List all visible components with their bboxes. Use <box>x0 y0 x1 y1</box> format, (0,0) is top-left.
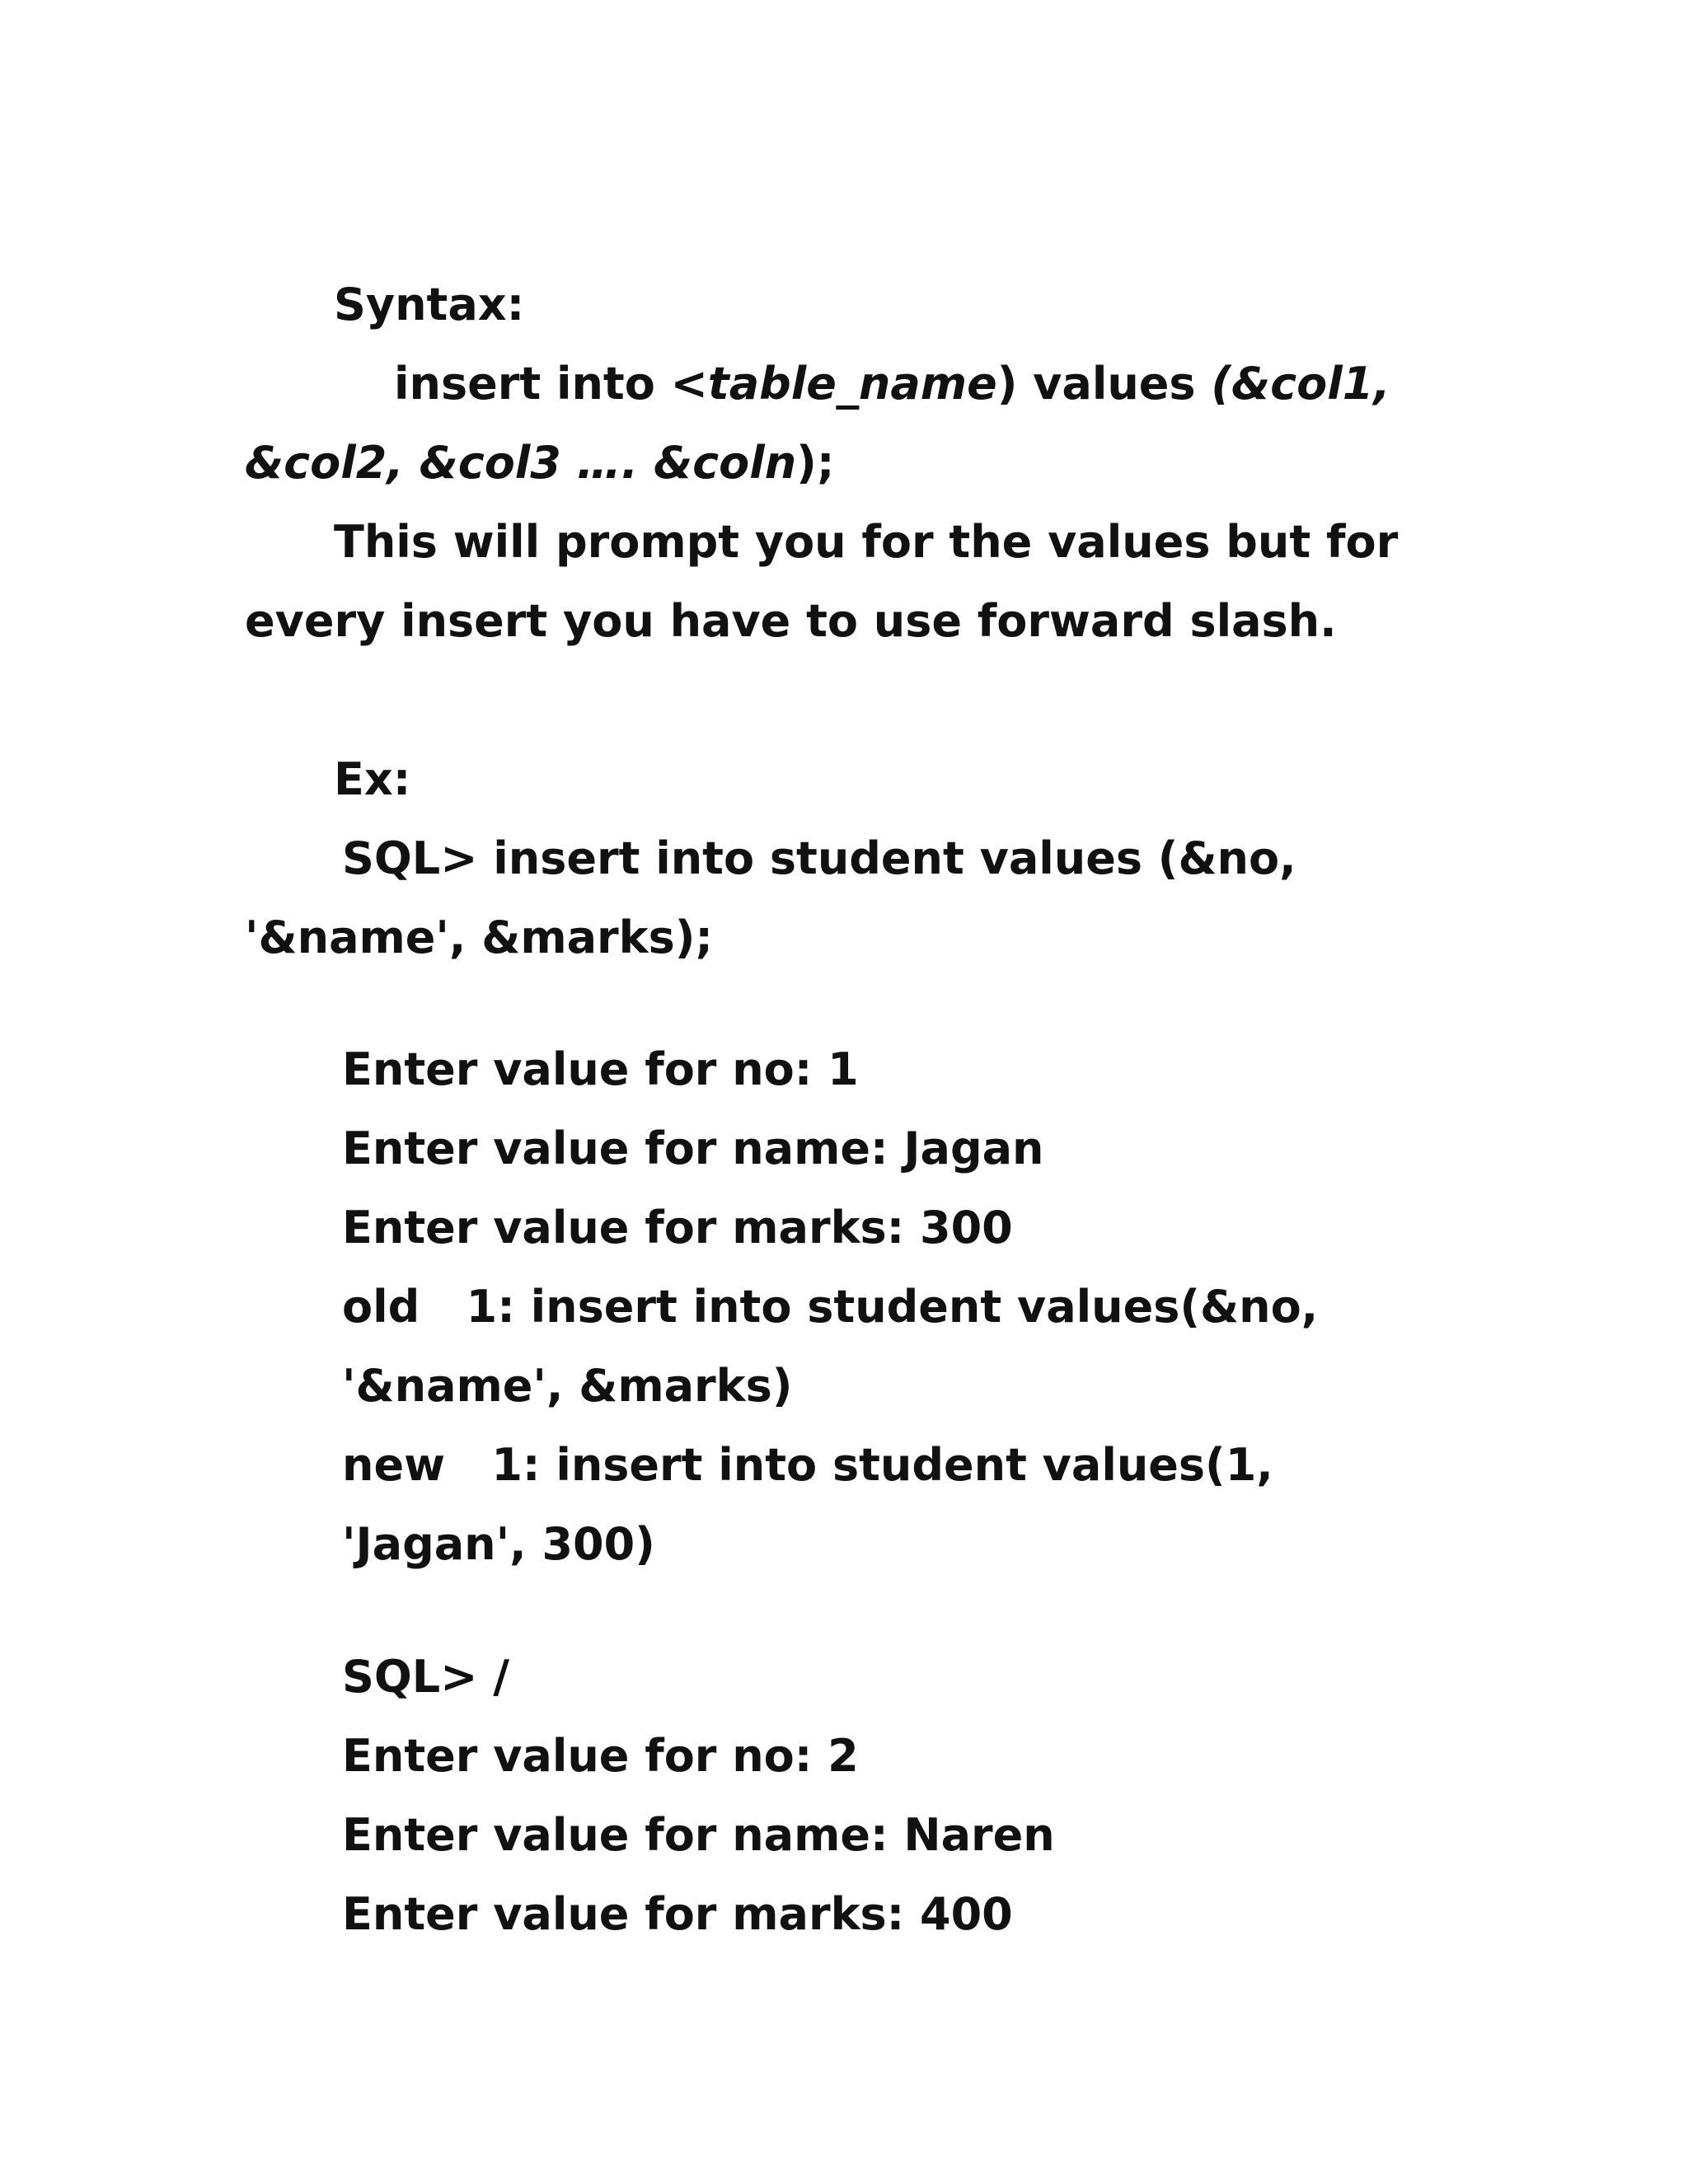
syntax-description-1: This will prompt you for the values but for <box>334 516 1399 568</box>
syntax-cols: &col2, &col3 …. &coln <box>245 437 797 489</box>
syntax-description-2: every insert you have to use forward slash. <box>245 595 1337 647</box>
example-heading: Ex: <box>334 753 411 805</box>
new-line-1: new 1: insert into student values(1, <box>342 1439 1273 1491</box>
syntax-line-2-end: ); <box>796 437 835 489</box>
syntax-table-name: table_name <box>707 358 997 410</box>
example-sql-line-2: '&name', &marks); <box>245 912 714 963</box>
prompt-name-1: Enter value for name: Jagan <box>342 1122 1044 1174</box>
prompt-no-1: Enter value for no: 1 <box>342 1043 859 1095</box>
example-sql-line-1: SQL> insert into student values (&no, <box>342 832 1296 884</box>
prompt-marks-1: Enter value for marks: 300 <box>342 1202 1013 1254</box>
old-line-1: old 1: insert into student values(&no, <box>342 1281 1319 1333</box>
syntax-heading: Syntax: <box>334 279 525 330</box>
prompt-name-2: Enter value for name: Naren <box>342 1809 1055 1861</box>
prompt-no-2: Enter value for no: 2 <box>342 1730 859 1782</box>
prompt-marks-2: Enter value for marks: 400 <box>342 1888 1013 1940</box>
syntax-line-2 <box>245 434 834 492</box>
syntax-line-1-part-a: insert into < <box>394 358 708 410</box>
syntax-col1: (&col1, <box>1211 358 1390 410</box>
syntax-line-1 <box>394 355 1390 413</box>
old-line-2: '&name', &marks) <box>342 1360 793 1412</box>
sql-slash: SQL> / <box>342 1651 509 1703</box>
new-line-2: 'Jagan', 300) <box>342 1518 655 1570</box>
syntax-line-1-part-c: ) values <box>996 358 1212 410</box>
